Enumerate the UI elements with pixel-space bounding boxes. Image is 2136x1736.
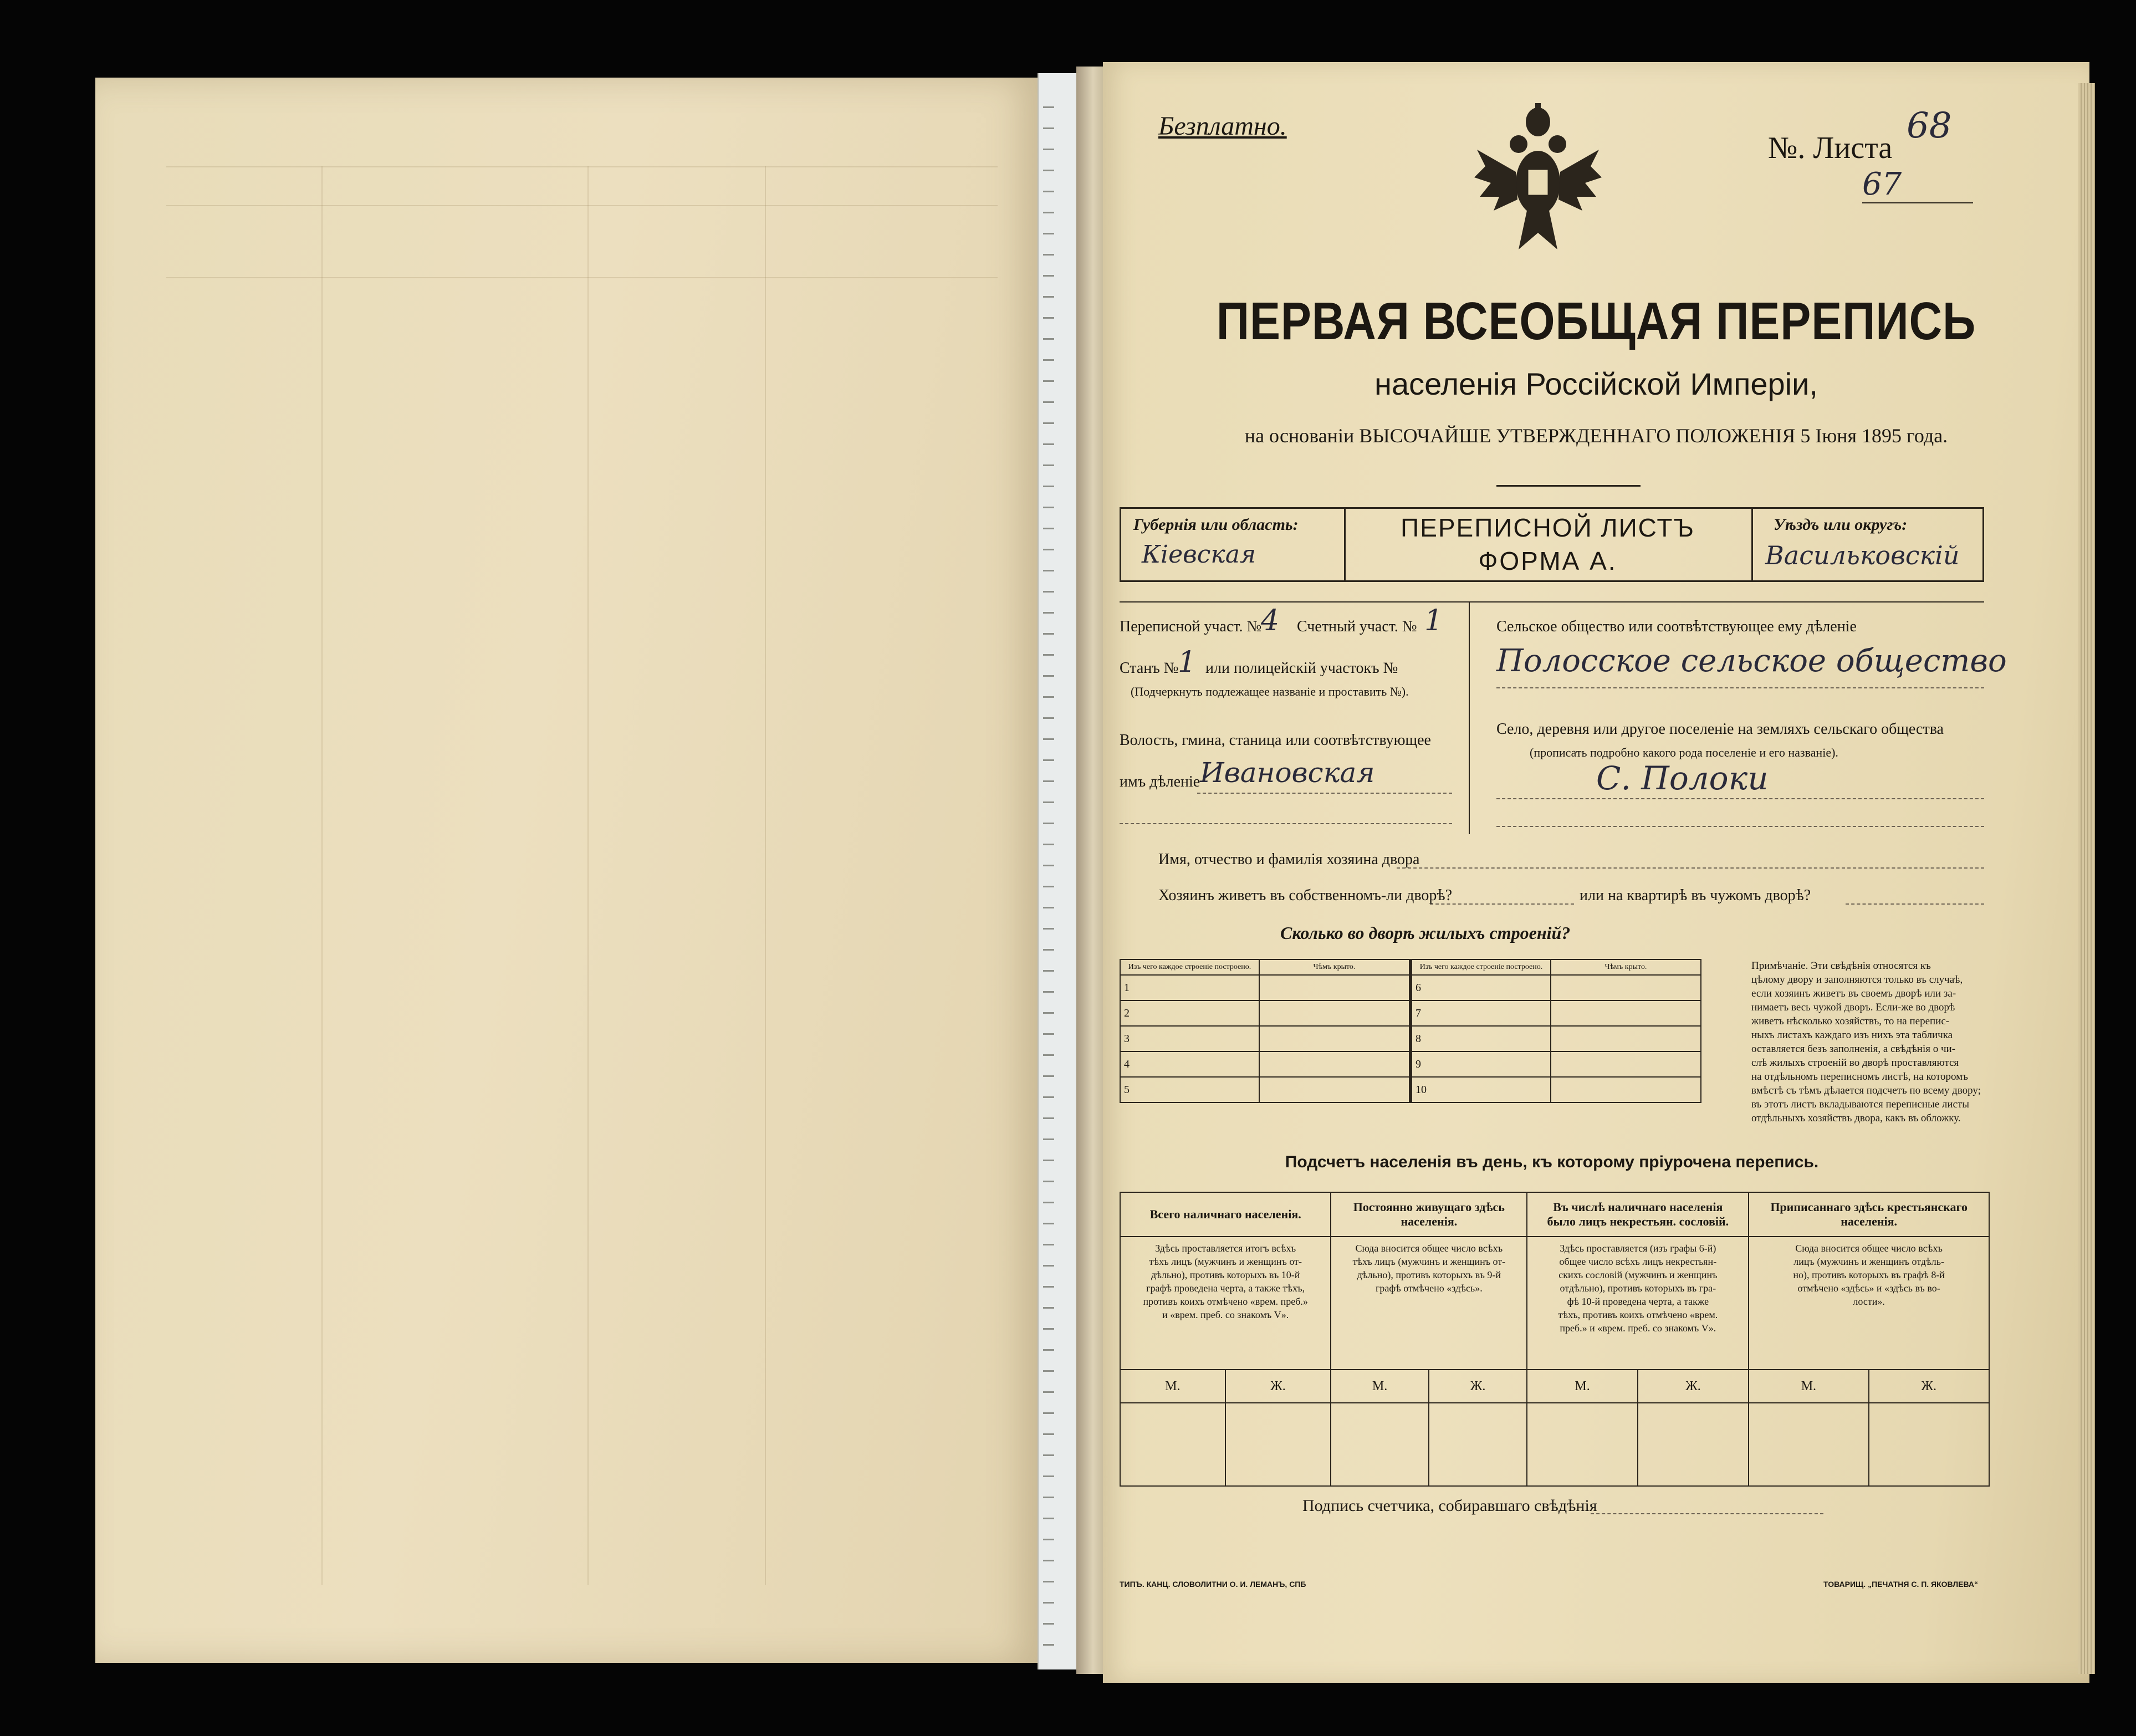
female-header: Ж. (1225, 1370, 1331, 1403)
binding-tick (1043, 317, 1054, 319)
ghost-rule (587, 166, 589, 1585)
population-col-desc: Сюда вносится общее число всѣхъ лицъ (мужчинъ и женщинъ отдѣль- но), противъ которыхъ въ графѣ 8-й отмѣчено «здѣсь» и «здѣсь въ во- лости». (1749, 1237, 1989, 1370)
binding-tick (1043, 528, 1054, 529)
page-gutter (1076, 67, 1104, 1674)
binding-strip (1038, 73, 1079, 1669)
binding-tick (1043, 1223, 1054, 1224)
binding-tick (1043, 801, 1054, 803)
volost-label-2: имъ дѣленіе (1120, 773, 1200, 790)
volost-line-2 (1120, 823, 1452, 824)
binding-tick (1043, 675, 1054, 677)
note-line: оставляется безъ заполненія, а свѣдѣнія о чи- (1751, 1043, 1956, 1055)
table-row (1120, 1026, 1701, 1051)
female-header: Ж. (1429, 1370, 1527, 1403)
location-top-rule (1120, 601, 1984, 603)
binding-tick (1043, 191, 1054, 192)
binding-tick (1043, 359, 1054, 361)
binding-tick (1043, 717, 1054, 719)
sheet-number-handwritten-2: 67 (1862, 166, 1902, 202)
free-label: Безплатно. (1158, 111, 1287, 141)
note-line: живетъ нѣсколько хозяйствъ, то на перепис- (1751, 1015, 1950, 1027)
legal-basis: на основаніи ВЫСОЧАЙШЕ УТВЕРЖДЕННАГО ПОЛОЖЕНІЯ 5 Іюня 1895 года. (1244, 425, 1948, 447)
binding-tick (1043, 823, 1054, 824)
row-number: 6 (1411, 975, 1551, 1000)
counting-district-value: 1 (1424, 604, 1443, 637)
binding-tick (1043, 1349, 1054, 1351)
volost-value: Ивановская (1200, 757, 1375, 789)
population-table (1120, 1192, 1990, 1487)
page-subtitle: населенія Россійской Имперіи, (1374, 366, 1818, 401)
population-col-desc: Сюда вносится общее число всѣхъ тѣхъ лицъ (мужчинъ и женщинъ от- дѣльно), противъ которыхъ въ 9-й графѣ отмѣчено «здѣсь». (1331, 1237, 1527, 1370)
uezd-value: Васильковскій (1765, 540, 1960, 570)
binding-tick (1043, 907, 1054, 908)
buildings-table (1120, 959, 1701, 1103)
page-title: ПЕРВАЯ ВСЕОБЩАЯ ПЕРЕПИСЬ (1216, 292, 1976, 351)
row-number: 2 (1120, 1000, 1259, 1026)
note-line: слѣ жилыхъ строеній во дворѣ проставляются (1751, 1057, 1959, 1069)
binding-tick (1043, 443, 1054, 445)
owner-label: Имя, отчество и фамилія хозяина двора (1158, 851, 1420, 868)
binding-tick (1043, 275, 1054, 277)
binding-tick (1043, 1012, 1054, 1014)
binding-tick (1043, 1244, 1054, 1245)
population-col-title: Постоянно живущаго здѣсь населенія. (1331, 1192, 1527, 1237)
binding-tick (1043, 1581, 1054, 1582)
binding-tick (1043, 844, 1054, 845)
note-line: вмѣстѣ съ тѣмъ дѣлается подсчетъ по всему двору; (1751, 1085, 1981, 1096)
stan-label: Станъ № (1120, 660, 1179, 677)
census-district-value: 4 (1261, 604, 1280, 637)
male-header: М. (1749, 1370, 1868, 1403)
female-header: Ж. (1869, 1370, 1990, 1403)
binding-tick (1043, 1644, 1054, 1646)
ghost-rule (166, 166, 998, 167)
female-header: Ж. (1638, 1370, 1749, 1403)
binding-tick (1043, 970, 1054, 972)
note-line: если хозяинъ живетъ въ своемъ дворѣ или за- (1751, 988, 1956, 999)
binding-tick (1043, 1497, 1054, 1498)
binding-tick (1043, 1307, 1054, 1309)
male-header: М. (1331, 1370, 1428, 1403)
binding-tick (1043, 233, 1054, 234)
binding-tick (1043, 464, 1054, 466)
left-page (95, 78, 1038, 1663)
society-value: Полосское сельское общество (1496, 643, 2007, 679)
binding-tick (1043, 654, 1054, 656)
table-row (1120, 975, 1701, 1000)
village-line-2 (1496, 826, 1984, 827)
or-line (1846, 903, 1984, 905)
village-note: (прописать подробно какого рода поселеніе и его названіе). (1530, 746, 1838, 759)
note-line: нимаетъ весь чужой дворъ. Если-же во дворѣ (1751, 1002, 1955, 1013)
population-col-title: Приписаннаго здѣсь крестьянскаго населенія. (1749, 1192, 1989, 1237)
lives-line (1430, 903, 1574, 905)
binding-tick (1043, 949, 1054, 951)
table-row (1120, 1000, 1701, 1026)
row-number: 5 (1120, 1077, 1259, 1102)
double-headed-eagle-icon (1474, 100, 1602, 266)
stan-value: 1 (1178, 646, 1197, 679)
ghost-rule (765, 166, 766, 1585)
binding-tick (1043, 296, 1054, 298)
header-box-divider (1751, 507, 1753, 582)
col-material: Изъ чего каждое строеніе построено. (1411, 959, 1551, 975)
ghost-rule (166, 277, 998, 278)
binding-tick (1043, 1433, 1054, 1435)
village-line (1496, 798, 1984, 799)
binding-tick (1043, 738, 1054, 740)
binding-tick (1043, 1181, 1054, 1182)
left-imprint: ТИПЪ. КАНЦ. СЛОВОЛИТНИ О. И. ЛЕМАНЪ, СПБ (1120, 1580, 1306, 1589)
form-title: ПЕРЕПИСНОЙ ЛИСТЪ (1401, 513, 1695, 542)
sheet-underline (1862, 202, 1973, 203)
form-letter: ФОРМА А. (1478, 547, 1617, 575)
table-row (1120, 1077, 1701, 1102)
note-line: Примѣчаніе. Эти свѣдѣнія относятся къ (1751, 960, 1931, 972)
owner-line (1397, 867, 1984, 869)
binding-tick (1043, 1539, 1054, 1540)
binding-tick (1043, 570, 1054, 571)
note-line: на отдѣльномъ переписномъ листѣ, на которомъ (1751, 1071, 1969, 1083)
page-edges (2078, 83, 2095, 1674)
binding-tick (1043, 1518, 1054, 1519)
binding-tick (1043, 591, 1054, 593)
binding-tick (1043, 1160, 1054, 1161)
binding-tick (1043, 1391, 1054, 1393)
society-line (1496, 687, 1984, 688)
binding-tick (1043, 212, 1054, 213)
table-row (1120, 1403, 1989, 1486)
binding-tick (1043, 1328, 1054, 1330)
binding-tick (1043, 422, 1054, 424)
col-material: Изъ чего каждое строеніе построено. (1120, 959, 1259, 975)
volost-line (1197, 793, 1452, 794)
counting-district-label: Счетный участ. № (1297, 618, 1417, 635)
village-value: С. Полоки (1596, 759, 1769, 797)
binding-tick (1043, 633, 1054, 635)
right-imprint: ТОВАРИЩ. „ПЕЧАТНЯ С. П. ЯКОВЛЕВА“ (1823, 1580, 1979, 1589)
census-district-label: Переписной участ. № (1120, 618, 1262, 635)
row-number: 1 (1120, 975, 1259, 1000)
binding-tick (1043, 1075, 1054, 1077)
binding-tick (1043, 928, 1054, 930)
ghost-rule (166, 205, 998, 206)
binding-tick (1043, 106, 1054, 108)
sheet-number-handwritten: 68 (1907, 105, 1952, 146)
ghost-rule (321, 166, 323, 1585)
binding-tick (1043, 1202, 1054, 1203)
binding-tick (1043, 170, 1054, 171)
uezd-label: Уѣздъ или округъ: (1774, 515, 1908, 534)
signature-label: Подпись счетчика, собиравшаго свѣдѣнія (1302, 1497, 1597, 1515)
location-divider (1469, 601, 1470, 834)
row-number: 9 (1411, 1051, 1551, 1077)
binding-tick (1043, 1054, 1054, 1056)
binding-tick (1043, 338, 1054, 340)
binding-tick (1043, 127, 1054, 129)
binding-tick (1043, 486, 1054, 487)
population-col-title: Въ числѣ наличнаго населенія было лицъ некрестьян. сословій. (1527, 1192, 1749, 1237)
row-number: 10 (1411, 1077, 1551, 1102)
binding-tick (1043, 696, 1054, 698)
note-line: отдѣльныхъ хозяйствъ двора, какъ въ обложку. (1751, 1112, 1961, 1124)
binding-tick (1043, 1117, 1054, 1119)
binding-tick (1043, 1096, 1054, 1098)
volost-label: Волость, гмина, станица или соотвѣтствующее (1120, 732, 1431, 749)
gubernia-value: Кіевская (1142, 540, 1256, 569)
binding-tick (1043, 549, 1054, 550)
society-label: Сельское общество или соотвѣтствующее ему дѣленіе (1496, 618, 1857, 635)
population-col-desc: Здѣсь проставляется (изъ графы 6-й) общее число всѣхъ лицъ некрестьян- скихъ сословій (мужчинъ и женщинъ отдѣльно), противъ которыхъ въ гра- фѣ 10-й проведена черта, а также тѣхъ, противъ коихъ отмѣчено «врем. преб.» и «врем. преб. со знакомъ V». (1527, 1237, 1749, 1370)
binding-tick (1043, 1370, 1054, 1372)
sheet-label: №. Листа (1768, 131, 1893, 165)
population-heading: Подсчетъ населенія въ день, къ которому пріурочена перепись. (1285, 1153, 1819, 1171)
underline-note: (Подчеркнуть подлежащее названіе и проставить №). (1131, 685, 1409, 698)
or-label: или на квартирѣ въ чужомъ дворѣ? (1580, 887, 1811, 904)
village-label: Село, деревня или другое поселеніе на земляхъ сельскаго общества (1496, 721, 1944, 738)
buildings-question: Сколько во дворѣ жилыхъ строеній? (1280, 923, 1571, 943)
binding-tick (1043, 1138, 1054, 1140)
male-header: М. (1120, 1370, 1225, 1403)
note-line: цѣлому двору и заполняются только въ случаѣ, (1751, 974, 1963, 986)
binding-tick (1043, 759, 1054, 761)
binding-tick (1043, 254, 1054, 256)
binding-tick (1043, 886, 1054, 887)
binding-tick (1043, 865, 1054, 866)
signature-line (1591, 1513, 1823, 1514)
police-label: или полицейскій участокъ № (1205, 660, 1398, 677)
binding-tick (1043, 507, 1054, 508)
binding-tick (1043, 991, 1054, 993)
col-roof: Чѣмъ крыто. (1551, 959, 1701, 975)
binding-tick (1043, 149, 1054, 150)
note-line: ныхъ листахъ каждаго изъ нихъ эта табличка (1751, 1029, 1953, 1041)
binding-tick (1043, 1602, 1054, 1604)
note-line: въ этотъ листъ вкладываются переписные листы (1751, 1099, 1970, 1110)
binding-tick (1043, 380, 1054, 382)
binding-tick (1043, 1033, 1054, 1035)
binding-tick (1043, 401, 1054, 403)
row-number: 7 (1411, 1000, 1551, 1026)
population-col-desc: Здѣсь проставляется итогъ всѣхъ тѣхъ лицъ (мужчинъ и женщинъ от- дѣльно), противъ которыхъ въ 10-й графѣ проведена черта, а также тѣхъ, противъ коихъ отмѣчено «врем. преб.» и «врем. преб. со знакомъ V». (1120, 1237, 1331, 1370)
row-number: 3 (1120, 1026, 1259, 1051)
binding-tick (1043, 1475, 1054, 1477)
binding-tick (1043, 1286, 1054, 1288)
ornament-divider (1496, 485, 1641, 487)
note-block (1751, 959, 1990, 1125)
male-header: М. (1527, 1370, 1637, 1403)
lives-label: Хозяинъ живетъ въ собственномъ-ли дворѣ? (1158, 887, 1453, 904)
binding-tick (1043, 1623, 1054, 1625)
row-number: 8 (1411, 1026, 1551, 1051)
binding-tick (1043, 780, 1054, 782)
col-roof: Чѣмъ крыто. (1259, 959, 1411, 975)
binding-tick (1043, 612, 1054, 614)
gubernia-label: Губернія или область: (1133, 515, 1299, 534)
binding-tick (1043, 1412, 1054, 1414)
table-row (1120, 1051, 1701, 1077)
binding-tick (1043, 1454, 1054, 1456)
row-number: 4 (1120, 1051, 1259, 1077)
population-col-title: Всего наличнаго населенія. (1120, 1192, 1331, 1237)
binding-tick (1043, 1265, 1054, 1267)
binding-tick (1043, 1560, 1054, 1561)
